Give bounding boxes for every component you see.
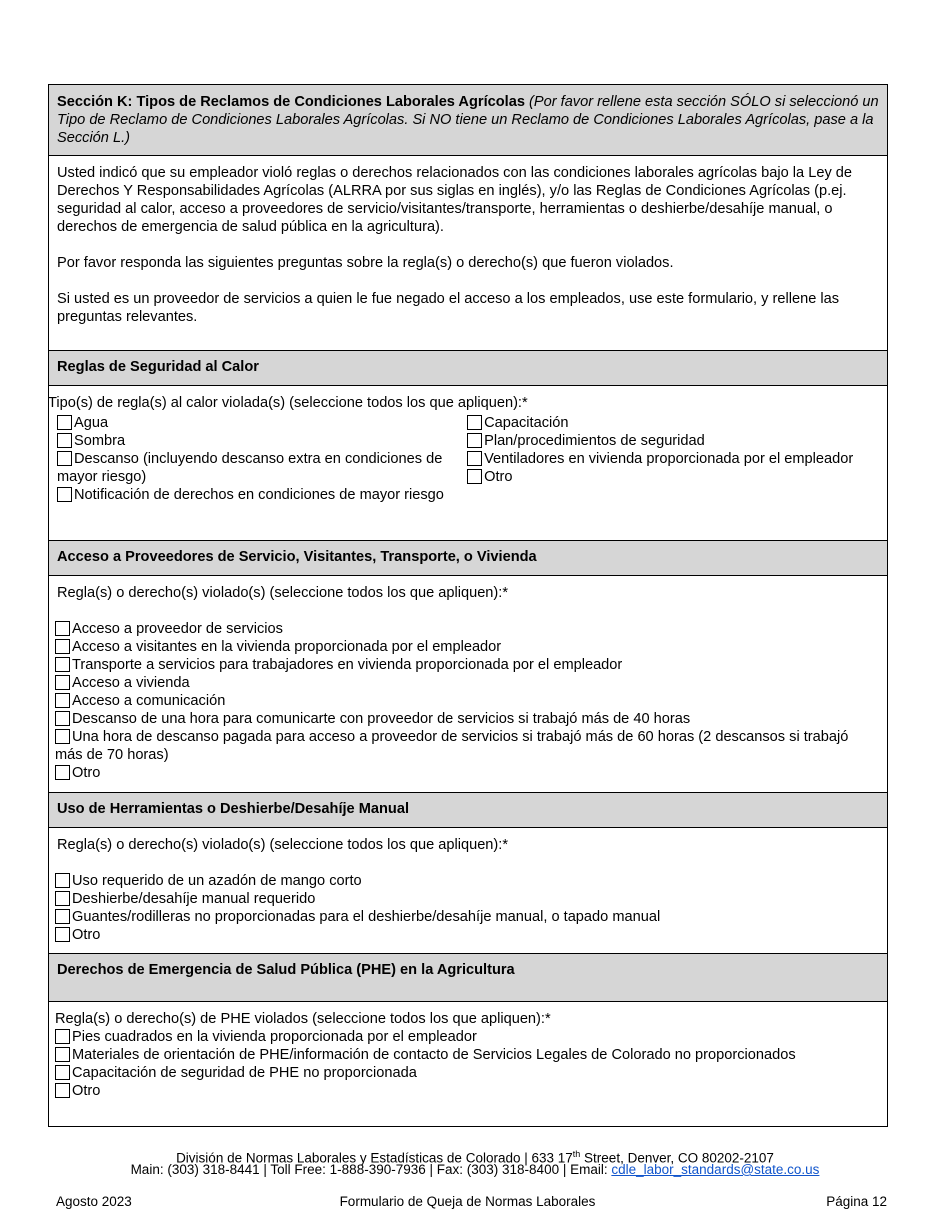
access-header xyxy=(49,541,887,576)
checkbox-option[interactable]: Descanso (incluyendo descanso extra en condiciones de mayor riesgo) xyxy=(57,451,443,485)
section-k-title: Sección K: Tipos de Reclamos de Condiciones Laborales Agrícolas xyxy=(57,94,525,110)
checkbox[interactable] xyxy=(467,469,482,484)
checkbox[interactable] xyxy=(55,1065,70,1080)
checkbox-option[interactable]: Deshierbe/desahíje manual requerido xyxy=(55,890,879,908)
checkbox[interactable] xyxy=(467,415,482,430)
checkbox[interactable] xyxy=(57,433,72,448)
email-link[interactable]: cdle_labor_standards@state.co.us xyxy=(611,1162,820,1177)
access-body xyxy=(49,576,887,793)
phe-question: Regla(s) o derecho(s) de PHE violados (seleccione todos los que apliquen):* xyxy=(55,1011,551,1027)
footer-address: División de Normas Laborales y Estadísticas de Colorado | 633 17th Street, Denver, CO 80202-2107 xyxy=(176,1149,774,1166)
phe-header xyxy=(49,954,887,1002)
footer-contact: Main: (303) 318-8441 | Toll Free: 1-888-390-7936 | Fax: (303) 318-8400 | Email: cdle_labor_standards@state.co.us xyxy=(130,1162,820,1177)
checkbox-option[interactable]: Materiales de orientación de PHE/información de contacto de Servicios Legales de Colorado no proporcionados xyxy=(55,1046,879,1064)
intro-paragraph: Por favor responda las siguientes preguntas sobre la regla(s) o derecho(s) que fueron violados. xyxy=(57,255,674,271)
complaint-form xyxy=(48,84,888,1127)
access-question: Regla(s) o derecho(s) violado(s) (seleccione todos los que apliquen):* xyxy=(57,585,509,601)
phe-title: Derechos de Emergencia de Salud Pública (PHE) en la Agricultura xyxy=(57,962,515,978)
checkbox[interactable] xyxy=(55,693,70,708)
intro-paragraph: Si usted es un proveedor de servicios a quien le fue negado el acceso a los empleados, use este formulario, y rellene las preguntas relevantes. xyxy=(57,291,840,325)
checkbox-option[interactable]: Agua xyxy=(57,414,459,432)
checkbox-option[interactable]: Acceso a vivienda xyxy=(55,674,879,692)
checkbox[interactable] xyxy=(467,433,482,448)
checkbox-option[interactable]: Descanso de una hora para comunicarte con proveedor de servicios si trabajó más de 40 horas xyxy=(55,710,879,728)
tools-body xyxy=(49,828,887,954)
footer-page: Página 12 xyxy=(826,1194,887,1209)
checkbox-option[interactable]: Notificación de derechos en condiciones de mayor riesgo xyxy=(57,486,459,504)
checkbox[interactable] xyxy=(55,909,70,924)
section-k-intro xyxy=(49,156,887,351)
checkbox[interactable] xyxy=(55,927,70,942)
checkbox-option[interactable]: Capacitación de seguridad de PHE no proporcionada xyxy=(55,1064,879,1082)
checkbox[interactable] xyxy=(57,415,72,430)
access-title: Acceso a Proveedores de Servicio, Visitantes, Transporte, o Vivienda xyxy=(57,549,537,565)
heat-question: Tipo(s) de regla(s) al calor violada(s) (seleccione todos los que apliquen):* xyxy=(48,395,528,411)
checkbox-option[interactable]: Acceso a visitantes en la vivienda proporcionada por el empleador xyxy=(55,638,879,656)
checkbox[interactable] xyxy=(55,729,70,744)
checkbox[interactable] xyxy=(55,1083,70,1098)
phe-body xyxy=(49,1002,887,1126)
checkbox[interactable] xyxy=(55,675,70,690)
checkbox[interactable] xyxy=(55,621,70,636)
checkbox-option[interactable]: Acceso a comunicación xyxy=(55,692,879,710)
checkbox-option[interactable]: Sombra xyxy=(57,432,459,450)
checkbox[interactable] xyxy=(57,487,72,502)
checkbox-option[interactable]: Pies cuadrados en la vivienda proporcionada por el empleador xyxy=(55,1028,879,1046)
section-k-header xyxy=(49,85,887,156)
tools-header xyxy=(49,793,887,828)
heat-title: Reglas de Seguridad al Calor xyxy=(57,359,259,375)
checkbox[interactable] xyxy=(55,639,70,654)
checkbox-option[interactable]: Acceso a proveedor de servicios xyxy=(55,620,879,638)
footer-form-name: Formulario de Queja de Normas Laborales xyxy=(339,1194,596,1209)
checkbox-option[interactable]: Una hora de descanso pagada para acceso a proveedor de servicios si trabajó más de 60 horas (2 descansos si trabajó más de 70 horas) xyxy=(55,729,849,763)
checkbox[interactable] xyxy=(55,711,70,726)
checkbox-option[interactable]: Otro xyxy=(55,764,879,782)
checkbox-option[interactable]: Plan/procedimientos de seguridad xyxy=(467,432,879,450)
section-k-note: (Por favor rellene esta sección SÓLO si seleccionó un Tipo de Reclamo de Condiciones Laborales Agrícolas. Si NO tiene un Reclamo de Condiciones Laborales Agrícolas, pase a la Sección L.) xyxy=(57,94,879,146)
checkbox[interactable] xyxy=(57,451,72,466)
checkbox-option[interactable]: Ventiladores en vivienda proporcionada por el empleador xyxy=(467,450,879,468)
tools-question: Regla(s) o derecho(s) violado(s) (seleccione todos los que apliquen):* xyxy=(57,837,509,853)
checkbox-option[interactable]: Otro xyxy=(55,926,879,944)
checkbox[interactable] xyxy=(55,1029,70,1044)
checkbox[interactable] xyxy=(467,451,482,466)
checkbox[interactable] xyxy=(55,891,70,906)
tools-title: Uso de Herramientas o Deshierbe/Desahíje Manual xyxy=(57,801,409,817)
checkbox[interactable] xyxy=(55,657,70,672)
checkbox-option[interactable]: Otro xyxy=(55,1082,879,1100)
footer-date: Agosto 2023 xyxy=(56,1194,132,1209)
heat-header xyxy=(49,351,887,386)
heat-body xyxy=(49,386,887,541)
checkbox[interactable] xyxy=(55,765,70,780)
intro-paragraph: Usted indicó que su empleador violó reglas o derechos relacionados con las condiciones laborales agrícolas bajo la Ley de Derechos Y Responsabilidades Agrícolas (ALRRA por sus siglas en inglés), y/o las Reglas de Condiciones Agrícolas (p.ej. seguridad al calor, acceso a proveedores de servicio/visitantes/transporte, herramientas o deshierbe/desahíje manual, o derechos de emergencia de salud pública en la agricultura). xyxy=(57,165,853,235)
checkbox[interactable] xyxy=(55,873,70,888)
checkbox[interactable] xyxy=(55,1047,70,1062)
checkbox-option[interactable]: Transporte a servicios para trabajadores en vivienda proporcionada por el empleador xyxy=(55,656,879,674)
checkbox-option[interactable]: Capacitación xyxy=(467,414,879,432)
checkbox-option[interactable]: Otro xyxy=(467,468,879,486)
checkbox-option[interactable]: Uso requerido de un azadón de mango corto xyxy=(55,872,879,890)
checkbox-option[interactable]: Guantes/rodilleras no proporcionadas para el deshierbe/desahíje manual, o tapado manual xyxy=(55,908,879,926)
